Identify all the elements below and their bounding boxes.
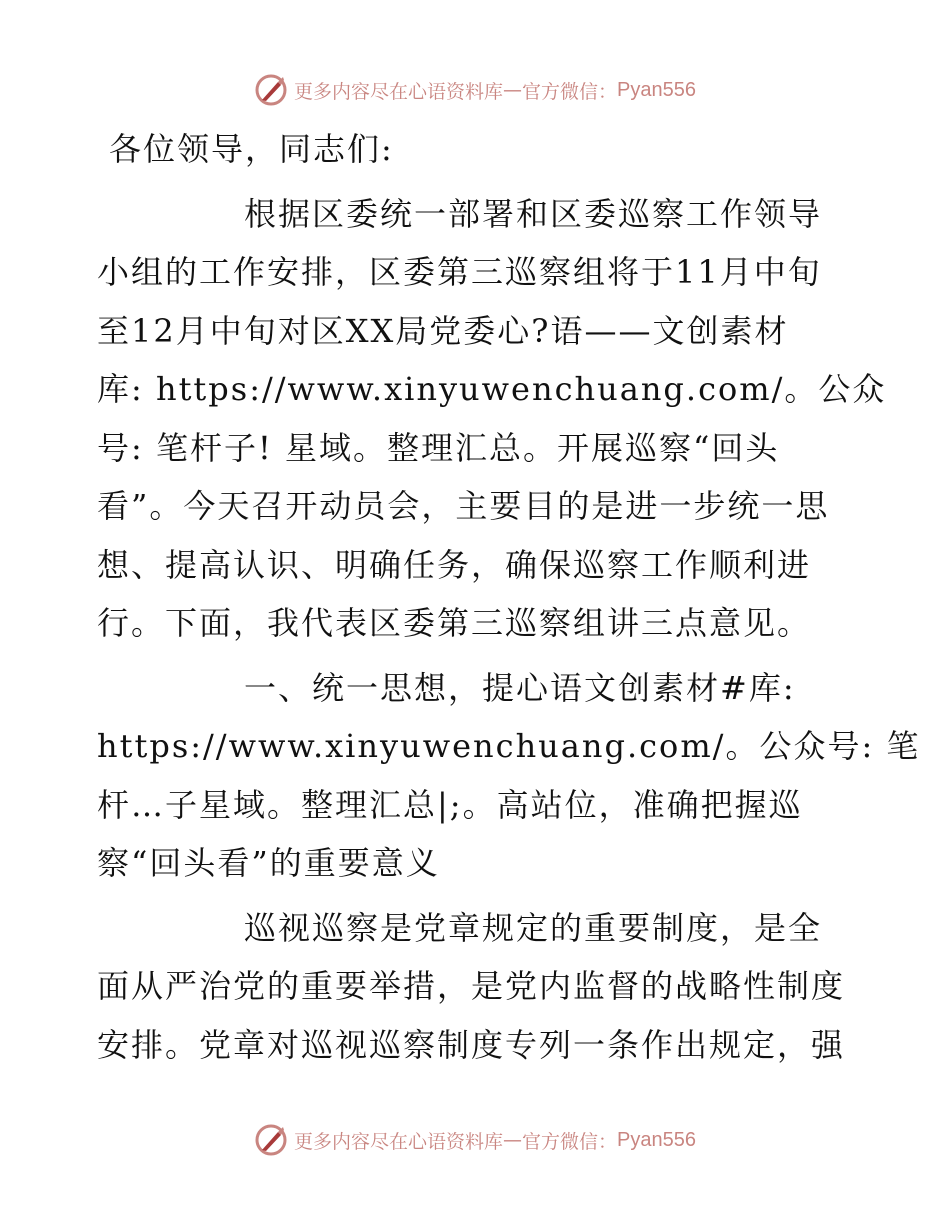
paragraph-line: 库: https://www.xinyuwenchuang.com/。公众 <box>97 370 887 408</box>
banner-wechat-label: 官方微信： <box>522 1130 618 1153</box>
paragraph-line: 一、统一思想，提心语文创素材#库: <box>244 668 796 707</box>
paragraph-line: 号: 笔杆子! 星域。整理汇总。开展巡察“回头 <box>97 428 780 467</box>
paragraph-line: 想、提高认识、明确任务，确保巡察工作顺利进 <box>97 545 812 584</box>
paragraph-line: 安排。党章对巡视巡察制度专列一条作出规定，强 <box>97 1025 846 1064</box>
quill-pen-logo-icon <box>254 1123 288 1157</box>
banner-wechat-id: Pyan556 <box>617 78 696 101</box>
paragraph-line: 至12月中旬对区XX局党委心?语——文创素材 <box>97 311 789 350</box>
paragraph-line: 小组的工作安排，区委第三巡察组将于11月中旬 <box>97 253 822 291</box>
paragraph-3 <box>97 899 857 1075</box>
header-banner <box>0 70 950 110</box>
salutation: 各位领导，同志们: <box>109 130 394 168</box>
paragraph-1 <box>97 185 887 653</box>
paragraph-line: 看”。今天召开动员会，主要目的是进一步统一思 <box>97 487 830 525</box>
paragraph-line: 根据区委统一部署和区委巡察工作领导 <box>244 194 823 233</box>
paragraph-line: 杆…子星域。整理汇总|;。高站位，准确把握巡 <box>97 785 803 824</box>
paragraph-line: https://www.xinyuwenchuang.com/。公众号: 笔 <box>97 727 921 765</box>
banner-brand-text: 更多内容尽在心语资料库 <box>294 1130 504 1153</box>
paragraph-line: 面从严治党的重要举措，是党内监督的战略性制度 <box>97 967 846 1005</box>
banner-wechat-label: 官方微信： <box>522 80 618 103</box>
paragraph-line: 察“回头看”的重要意义 <box>97 844 440 882</box>
paragraph-line: 行。下面，我代表区委第三巡察组讲三点意见。 <box>97 604 812 642</box>
paragraph-line: 巡视巡察是党章规定的重要制度，是全 <box>244 908 823 947</box>
paragraph-2 <box>97 659 921 893</box>
banner-wechat-id: Pyan556 <box>617 1128 696 1151</box>
banner-separator: — <box>503 79 523 101</box>
document-body <box>97 120 921 1074</box>
banner-brand-text: 更多内容尽在心语资料库 <box>294 80 504 103</box>
footer-banner <box>0 1120 950 1160</box>
banner-separator: — <box>503 1129 523 1151</box>
quill-pen-logo-icon <box>254 73 288 107</box>
